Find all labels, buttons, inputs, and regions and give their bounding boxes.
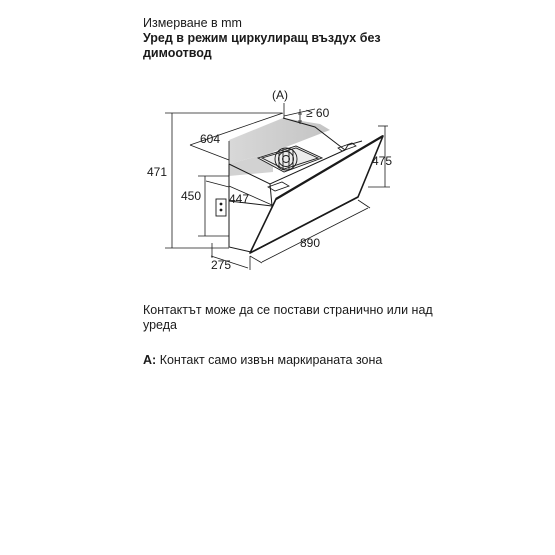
- dim-clearance: ≥ 60: [306, 106, 330, 120]
- socket-note: Контактът може да се постави странично или над уреда: [143, 303, 433, 332]
- callout-a: (A): [272, 88, 288, 102]
- legend-note: [143, 353, 382, 368]
- dim-depth-body: 447: [229, 192, 250, 206]
- units-label: Измерване в mm: [143, 16, 242, 30]
- legend-key: A:: [143, 353, 157, 367]
- dim-height-body: 450: [181, 189, 202, 203]
- dim-height-side: 475: [372, 154, 393, 168]
- legend-text: Контакт само извън маркираната зона: [159, 353, 383, 367]
- diagram-title: Уред в режим циркулиращ въздух без димоотвод: [143, 31, 381, 60]
- socket-symbol: [216, 199, 226, 216]
- dim-width-front: 890: [300, 236, 321, 250]
- dim-height-total: 471: [147, 165, 168, 179]
- dim-width-top: 604: [200, 132, 221, 146]
- dim-depth-base: 275: [211, 258, 232, 272]
